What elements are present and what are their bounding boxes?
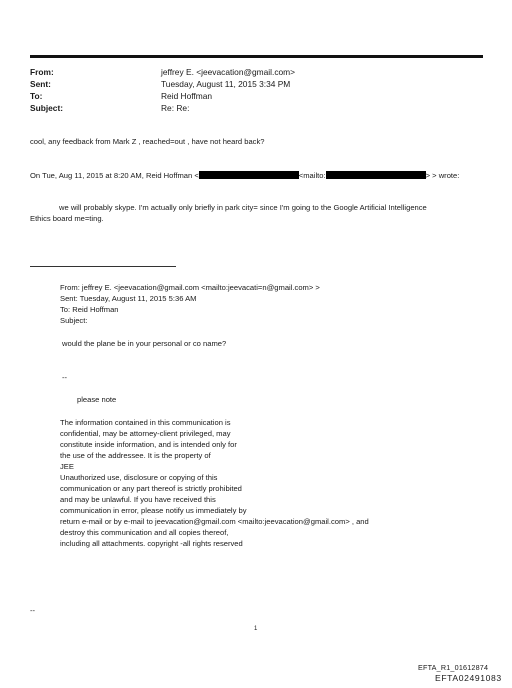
header-sent-row [30, 78, 460, 90]
disclaimer-line-7: communication or any part thereof is strictly prohibited [60, 484, 242, 493]
quote-intro-mid: <mailto: [298, 171, 326, 180]
disclaimer-line-2: confidential, may be attorney-client privileged, may [60, 429, 231, 438]
quote-intro-prefix: On Tue, Aug 11, 2015 at 8:20 AM, Reid Hoffman < [30, 171, 199, 180]
dashes-bottom: -- [30, 606, 36, 615]
page-number: 1 [254, 626, 258, 632]
disclaimer-line-12: including all attachments. copyright -all rights reserved [60, 539, 243, 548]
disclaimer-line-3: constitute inside information, and is intended only for [60, 440, 237, 449]
bates-number-2: EFTA02491083 [435, 673, 502, 683]
subject-value: Re: Re: [161, 103, 190, 113]
subject-label: Subject: [30, 103, 64, 113]
orig-from: From: jeffrey E. <jeevacation@gmail.com <mailto:jeevacati=n@gmail.com> > [60, 283, 320, 292]
email-header [30, 66, 460, 114]
redaction-bar [326, 171, 426, 179]
orig-sent: Sent: Tuesday, August 11, 2015 5:36 AM [60, 294, 197, 303]
disclaimer-line-6: Unauthorized use, disclosure or copying of this [60, 473, 218, 482]
disclaimer-line-8: and may be unlawful. If you have received this [60, 495, 216, 504]
bates-number-1: EFTA_R1_01612874 [418, 663, 489, 672]
separator-line [30, 266, 176, 267]
quote-intro [30, 171, 459, 182]
to-label: To: [30, 91, 43, 101]
disclaimer-line-1: The information contained in this communication is [60, 418, 231, 427]
disclaimer-line-5: JEE [60, 462, 74, 471]
orig-subject: Subject: [60, 316, 88, 325]
reply-line-2: Ethics board me=ting. [30, 214, 104, 223]
body-line: cool, any feedback from Mark Z , reached=out , have not heard back? [30, 137, 265, 146]
to-value: Reid Hoffman [161, 91, 213, 101]
orig-to: To: Reid Hoffman [60, 305, 119, 314]
disclaimer-line-4: the use of the addressee. It is the property of [60, 451, 211, 460]
disclaimer-line-11: destroy this communication and all copies thereof, [60, 528, 229, 537]
redaction-bar [199, 171, 299, 179]
from-label: From: [30, 67, 54, 77]
from-value: jeffrey E. <jeevacation@gmail.com> [161, 67, 296, 77]
header-to-row [30, 90, 460, 102]
sent-label: Sent: [30, 79, 51, 89]
top-rule [30, 55, 483, 58]
disclaimer-line-9: communication in error, please notify us immediately by [60, 506, 247, 515]
quote-intro-suffix: > > wrote: [425, 171, 460, 180]
sent-value: Tuesday, August 11, 2015 3:34 PM [161, 79, 291, 89]
dashes-top: -- [62, 373, 68, 382]
header-subject-row [30, 102, 460, 114]
disclaimer-line-10: return e-mail or by e-mail to jeevacation@gmail.com <mailto:jeevacation@gmail.com> , and [60, 517, 369, 526]
header-from-row [30, 66, 460, 78]
please-note: please note [77, 395, 117, 404]
reply-line-1: we will probably skype. I'm actually only briefly in park city= since I'm going to the Google Artificial Intelligence [59, 203, 427, 212]
orig-question: would the plane be in your personal or co name? [62, 339, 227, 348]
